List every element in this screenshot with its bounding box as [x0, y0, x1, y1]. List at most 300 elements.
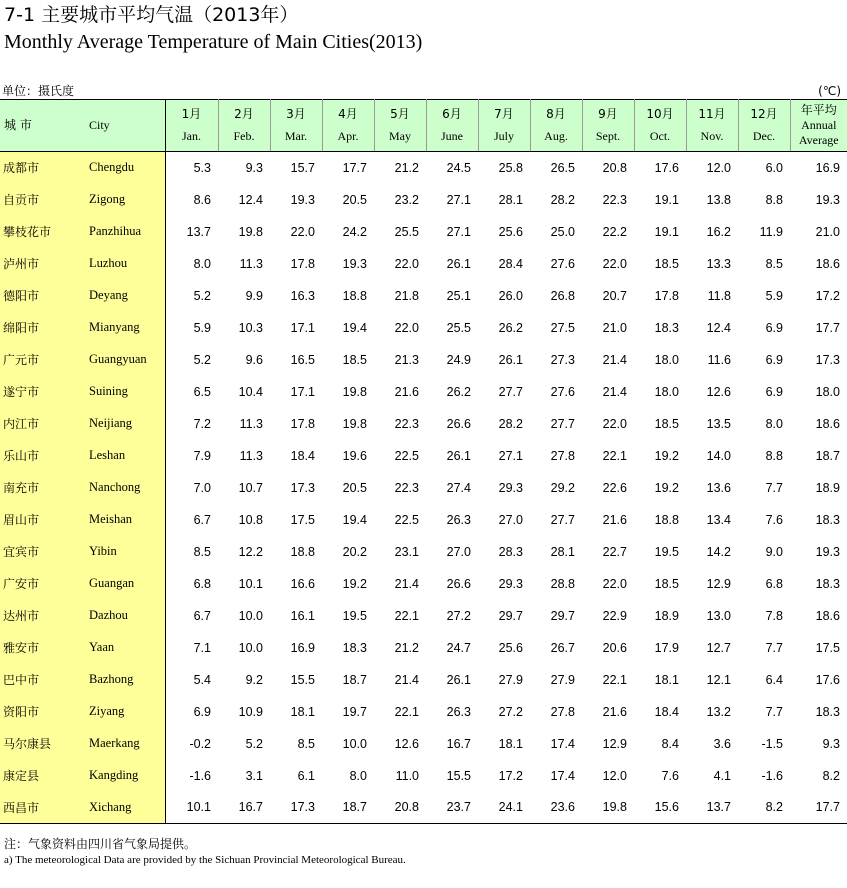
city-name-en: Leshan: [89, 440, 165, 472]
temperature-cell: 22.1: [602, 672, 627, 687]
column-header-month: [374, 100, 426, 152]
unit-symbol: (℃): [818, 84, 841, 98]
city-name-en: Zigong: [89, 184, 165, 216]
temperature-cell: 6.9: [193, 704, 211, 719]
temperature-cell: 17.3: [290, 480, 315, 495]
temperature-cell: 21.4: [602, 384, 627, 399]
month-label-cn: 年平均: [800, 103, 837, 117]
city-name-cn: 宜宾市: [0, 536, 89, 568]
month-label-en: Feb.: [233, 129, 255, 143]
annual-average-cell: 18.3: [815, 704, 840, 719]
city-name-cn: 攀枝花市: [0, 216, 89, 248]
temperature-cell: 17.3: [270, 792, 322, 824]
temperature-cell: 16.7: [218, 792, 270, 824]
city-name-cn: 绵阳市: [0, 312, 89, 344]
temperature-cell: 20.8: [602, 160, 627, 175]
table-row: [0, 376, 847, 408]
month-label-cn: 8月: [546, 107, 566, 121]
temperature-cell: 19.4: [342, 320, 367, 335]
temperature-cell: 21.6: [602, 704, 627, 719]
temperature-cell: 9.0: [765, 544, 783, 559]
temperature-cell: 22.6: [602, 480, 627, 495]
month-label-en: June: [441, 129, 463, 143]
annual-average-cell: 18.6: [815, 608, 840, 623]
temperature-cell: 9.6: [245, 352, 263, 367]
temperature-cell: 19.1: [654, 224, 679, 239]
temperature-cell: 9.3: [245, 160, 263, 175]
temperature-cell: 22.0: [290, 224, 315, 239]
month-label-cn: 6月: [442, 107, 462, 121]
table-row: [0, 536, 847, 568]
temperature-cell: 12.1: [706, 672, 731, 687]
temperature-cell: 15.6: [634, 792, 686, 824]
temperature-cell: 13.8: [706, 192, 731, 207]
temperature-cell: 23.6: [530, 792, 582, 824]
temperature-cell: 6.5: [193, 384, 211, 399]
temperature-cell: 10.3: [238, 320, 263, 335]
city-name-en: Yaan: [89, 632, 165, 664]
temperature-cell: 5.9: [765, 288, 783, 303]
temperature-cell: 5.2: [193, 288, 211, 303]
temperature-cell: 25.6: [498, 224, 523, 239]
temperature-cell: 10.4: [238, 384, 263, 399]
city-name-cn: 西昌市: [0, 792, 89, 824]
temperature-cell: 7.0: [193, 480, 211, 495]
temperature-cell: 16.1: [290, 608, 315, 623]
table-row: [0, 504, 847, 536]
temperature-cell: 17.4: [550, 736, 575, 751]
city-name-en: Chengdu: [89, 152, 165, 184]
unit-label: 单位：摄氏度: [2, 84, 75, 98]
temperature-cell: 28.1: [550, 544, 575, 559]
table-row: [0, 664, 847, 696]
temperature-cell: 18.0: [654, 384, 679, 399]
annual-average-cell: 19.3: [815, 544, 840, 559]
temperature-cell: 12.9: [602, 736, 627, 751]
temperature-cell: 6.7: [193, 608, 211, 623]
city-name-en: Panzhihua: [89, 216, 165, 248]
temperature-cell: 26.0: [498, 288, 523, 303]
temperature-cell: 20.5: [342, 192, 367, 207]
temperature-cell: 6.1: [297, 768, 315, 783]
temperature-cell: 13.7: [186, 224, 211, 239]
column-header-month: [530, 100, 582, 152]
temperature-cell: 27.1: [498, 448, 523, 463]
temperature-cell: 12.9: [706, 576, 731, 591]
temperature-cell: 19.8: [238, 224, 263, 239]
table-row: [0, 792, 847, 824]
temperature-cell: 24.1: [478, 792, 530, 824]
temperature-cell: 5.4: [193, 672, 211, 687]
temperature-cell: 22.2: [602, 224, 627, 239]
temperature-cell: 25.0: [550, 224, 575, 239]
temperature-cell: 11.9: [759, 224, 783, 239]
temperature-cell: 24.2: [342, 224, 367, 239]
column-header-month: [478, 100, 530, 152]
temperature-cell: 28.2: [550, 192, 575, 207]
temperature-cell: 17.8: [290, 416, 315, 431]
temperature-cell: 18.1: [290, 704, 315, 719]
temperature-cell: 8.5: [193, 544, 211, 559]
temperature-cell: 10.7: [238, 480, 263, 495]
city-name-cn: 达州市: [0, 600, 89, 632]
column-header-month: [270, 100, 322, 152]
annual-average-cell: 17.7: [815, 320, 840, 335]
temperature-cell: 8.2: [738, 792, 790, 824]
temperature-cell: 20.5: [342, 480, 367, 495]
temperature-cell: 21.8: [394, 288, 419, 303]
temperature-cell: 8.6: [193, 192, 211, 207]
temperature-cell: 17.5: [290, 512, 315, 527]
annual-average-cell: 18.3: [815, 576, 840, 591]
temperature-cell: 6.9: [765, 352, 783, 367]
table-row: [0, 280, 847, 312]
temperature-cell: 8.5: [765, 256, 783, 271]
city-name-en: Maerkang: [89, 728, 165, 760]
temperature-cell: 26.1: [446, 256, 471, 271]
temperature-cell: 20.2: [342, 544, 367, 559]
temperature-cell: 13.7: [686, 792, 738, 824]
column-header-month: [582, 100, 634, 152]
temperature-cell: 8.8: [765, 192, 783, 207]
temperature-cell: 28.2: [498, 416, 523, 431]
month-label-cn: 11月: [698, 107, 726, 121]
temperature-cell: 17.8: [290, 256, 315, 271]
city-name-cn: 泸州市: [0, 248, 89, 280]
month-label-en: Annual: [801, 118, 837, 132]
month-label-en: Nov.: [700, 129, 724, 143]
temperature-cell: 27.9: [550, 672, 575, 687]
temperature-cell: 21.4: [602, 352, 627, 367]
temperature-cell: 28.3: [498, 544, 523, 559]
temperature-cell: 29.3: [498, 576, 523, 591]
temperature-cell: 13.3: [706, 256, 731, 271]
temperature-cell: 18.3: [654, 320, 679, 335]
temperature-cell: 8.0: [765, 416, 783, 431]
temperature-cell: 13.0: [706, 608, 731, 623]
temperature-cell: 7.9: [193, 448, 211, 463]
temperature-cell: 26.7: [550, 640, 575, 655]
temperature-cell: 11.0: [395, 768, 419, 783]
temperature-cell: 26.2: [498, 320, 523, 335]
temperature-cell: 10.0: [342, 736, 367, 751]
temperature-cell: 16.5: [290, 352, 315, 367]
column-header-city-en: City: [89, 100, 165, 152]
temperature-cell: 12.0: [602, 768, 627, 783]
column-header-month: [634, 100, 686, 152]
city-name-en: Nanchong: [89, 472, 165, 504]
temperature-cell: 13.4: [706, 512, 731, 527]
temperature-cell: 26.3: [446, 512, 471, 527]
table-row: [0, 216, 847, 248]
temperature-cell: 27.5: [550, 320, 575, 335]
month-label-en: Mar.: [284, 129, 308, 143]
temperature-cell: 18.1: [654, 672, 679, 687]
temperature-cell: 28.1: [498, 192, 523, 207]
temperature-cell: 26.2: [446, 384, 471, 399]
temperature-cell: 24.5: [446, 160, 471, 175]
temperature-cell: 8.0: [349, 768, 367, 783]
table-row: [0, 312, 847, 344]
temperature-cell: 22.0: [602, 416, 627, 431]
temperature-cell: 27.1: [446, 192, 471, 207]
temperature-cell: 12.4: [706, 320, 731, 335]
temperature-cell: 17.2: [498, 768, 523, 783]
temperature-cell: 3.1: [245, 768, 263, 783]
temperature-cell: 6.4: [765, 672, 783, 687]
city-name-en: Meishan: [89, 504, 165, 536]
annual-average-cell: 9.3: [822, 736, 840, 751]
table-row: [0, 728, 847, 760]
city-name-en: Dazhou: [89, 600, 165, 632]
temperature-cell: 26.5: [550, 160, 575, 175]
temperature-cell: 26.3: [446, 704, 471, 719]
temperature-cell: 13.5: [706, 416, 731, 431]
temperature-cell: 8.0: [193, 256, 211, 271]
annual-average-cell: 18.6: [815, 256, 840, 271]
month-label-en: Sept.: [595, 129, 621, 143]
column-header-month: [426, 100, 478, 152]
temperature-cell: 22.1: [394, 704, 419, 719]
temperature-cell: 4.1: [713, 768, 731, 783]
temperature-cell: 7.6: [661, 768, 679, 783]
temperature-cell: 18.5: [342, 352, 367, 367]
annual-average-cell: 8.2: [822, 768, 840, 783]
temperature-cell: -1.6: [189, 768, 211, 783]
temperature-cell: 27.7: [550, 512, 575, 527]
temperature-cell: 6.8: [193, 576, 211, 591]
temperature-cell: 10.1: [238, 576, 263, 591]
table-row: [0, 600, 847, 632]
temperature-cell: 17.9: [654, 640, 679, 655]
temperature-cell: 24.9: [446, 352, 471, 367]
annual-average-cell: 17.7: [790, 792, 847, 824]
temperature-cell: 11.3: [239, 448, 263, 463]
table-row: [0, 152, 847, 184]
city-name-en: Yibin: [89, 536, 165, 568]
temperature-cell: 18.5: [654, 256, 679, 271]
city-name-cn: 马尔康县: [0, 728, 89, 760]
temperature-cell: 25.5: [394, 224, 419, 239]
temperature-cell: 27.0: [498, 512, 523, 527]
temperature-cell: 29.7: [550, 608, 575, 623]
temperature-cell: 22.9: [602, 608, 627, 623]
temperature-cell: 17.1: [290, 384, 315, 399]
temperature-cell: 8.4: [661, 736, 679, 751]
temperature-cell: 8.8: [765, 448, 783, 463]
temperature-cell: 6.9: [765, 384, 783, 399]
temperature-cell: 27.9: [498, 672, 523, 687]
temperature-cell: 11.6: [707, 352, 731, 367]
table-row: [0, 344, 847, 376]
temperature-cell: 8.5: [297, 736, 315, 751]
month-label-cn: 10月: [646, 107, 674, 121]
temperature-cell: 19.3: [342, 256, 367, 271]
city-name-cn: 内江市: [0, 408, 89, 440]
temperature-cell: 7.8: [765, 608, 783, 623]
temperature-cell: 27.8: [550, 448, 575, 463]
city-name-en: Kangding: [89, 760, 165, 792]
temperature-cell: 18.0: [654, 352, 679, 367]
temperature-cell: 7.7: [765, 704, 783, 719]
temperature-cell: 18.7: [322, 792, 374, 824]
annual-average-cell: 18.0: [815, 384, 840, 399]
column-header-city-cn: 城 市: [0, 100, 89, 152]
temperature-cell: 22.0: [394, 320, 419, 335]
temperature-cell: 12.7: [706, 640, 731, 655]
temperature-cell: 9.9: [245, 288, 263, 303]
temperature-cell: 18.5: [654, 576, 679, 591]
annual-average-cell: 21.0: [815, 224, 840, 239]
temperature-cell: 18.5: [654, 416, 679, 431]
temperature-cell: 7.2: [193, 416, 211, 431]
column-header-month: [322, 100, 374, 152]
month-label-en: Jan.: [182, 129, 201, 143]
temperature-cell: -1.6: [761, 768, 783, 783]
city-name-en: Guangan: [89, 568, 165, 600]
city-name-cn: 乐山市: [0, 440, 89, 472]
temperature-cell: 20.8: [374, 792, 426, 824]
temperature-cell: 18.9: [654, 608, 679, 623]
temperature-cell: 27.6: [550, 256, 575, 271]
temperature-cell: 23.7: [426, 792, 478, 824]
city-name-cn: 资阳市: [0, 696, 89, 728]
page-title-cn: 7-1 主要城市平均气温（2013年）: [4, 4, 299, 26]
temperature-cell: 21.4: [394, 672, 419, 687]
temperature-cell: 22.0: [394, 256, 419, 271]
temperature-cell: 20.6: [602, 640, 627, 655]
column-header-month: [790, 100, 847, 152]
temperature-cell: 17.6: [654, 160, 679, 175]
temperature-cell: 18.4: [290, 448, 315, 463]
temperature-cell: 26.6: [446, 576, 471, 591]
temperature-cell: 6.7: [193, 512, 211, 527]
temperature-cell: 18.7: [342, 672, 367, 687]
temperature-cell: 9.2: [245, 672, 263, 687]
month-label-cn: 9月: [598, 107, 618, 121]
month-label-cn: 12月: [750, 107, 778, 121]
temperature-cell: 27.6: [550, 384, 575, 399]
city-name-en: Luzhou: [89, 248, 165, 280]
temperature-cell: 12.4: [238, 192, 263, 207]
temperature-cell: 23.2: [394, 192, 419, 207]
temperature-cell: 11.3: [239, 416, 263, 431]
temperature-cell: 10.0: [238, 608, 263, 623]
temperature-cell: -1.5: [761, 736, 783, 751]
header-row: [0, 100, 847, 152]
city-name-cn: 巴中市: [0, 664, 89, 696]
temperature-cell: 5.2: [245, 736, 263, 751]
temperature-cell: 27.0: [446, 544, 471, 559]
temperature-cell: 19.2: [654, 480, 679, 495]
annual-average-cell: 18.3: [815, 512, 840, 527]
annual-average-cell: 19.3: [815, 192, 840, 207]
temperature-table: [0, 99, 847, 824]
temperature-cell: 19.8: [342, 384, 367, 399]
temperature-cell: 18.4: [654, 704, 679, 719]
temperature-cell: 27.1: [446, 224, 471, 239]
month-label-cn: 2月: [234, 107, 254, 121]
annual-average-cell: 17.5: [815, 640, 840, 655]
temperature-cell: 18.8: [290, 544, 315, 559]
temperature-cell: 14.0: [706, 448, 731, 463]
temperature-cell: 7.7: [765, 480, 783, 495]
table-row: [0, 440, 847, 472]
annual-average-cell: 18.6: [815, 416, 840, 431]
month-label-en: Apr.: [337, 129, 359, 143]
temperature-cell: 19.4: [342, 512, 367, 527]
temperature-cell: 16.7: [446, 736, 471, 751]
temperature-cell: 29.3: [498, 480, 523, 495]
temperature-cell: 27.2: [498, 704, 523, 719]
temperature-cell: 12.6: [706, 384, 731, 399]
temperature-cell: 22.5: [394, 512, 419, 527]
temperature-cell: 17.1: [290, 320, 315, 335]
table-row: [0, 632, 847, 664]
table-row: [0, 408, 847, 440]
temperature-cell: 22.1: [602, 448, 627, 463]
temperature-cell: 10.0: [238, 640, 263, 655]
city-name-en: Deyang: [89, 280, 165, 312]
column-header-month: [165, 100, 218, 152]
temperature-cell: 25.8: [498, 160, 523, 175]
table-row: [0, 472, 847, 504]
temperature-cell: 28.4: [498, 256, 523, 271]
temperature-cell: 10.9: [238, 704, 263, 719]
annual-average-cell: 17.3: [815, 352, 840, 367]
temperature-cell: 6.0: [765, 160, 783, 175]
table-row: [0, 184, 847, 216]
temperature-cell: 11.8: [707, 288, 731, 303]
month-label-en: Oct.: [649, 129, 671, 143]
temperature-cell: 19.2: [654, 448, 679, 463]
temperature-cell: 26.1: [446, 672, 471, 687]
temperature-cell: 19.2: [342, 576, 367, 591]
temperature-cell: 11.3: [239, 256, 263, 271]
city-name-en: Bazhong: [89, 664, 165, 696]
month-label-cn: 1月: [181, 107, 202, 121]
temperature-cell: 5.2: [193, 352, 211, 367]
temperature-cell: 29.2: [550, 480, 575, 495]
temperature-cell: 19.8: [582, 792, 634, 824]
temperature-cell: 21.4: [394, 576, 419, 591]
temperature-cell: 19.3: [290, 192, 315, 207]
city-name-cn: 广安市: [0, 568, 89, 600]
temperature-cell: 5.9: [193, 320, 211, 335]
city-name-en: Ziyang: [89, 696, 165, 728]
temperature-cell: 28.8: [550, 576, 575, 591]
footnote-cn: 注：气象资料由四川省气象局提供。: [4, 837, 197, 851]
temperature-cell: 7.6: [765, 512, 783, 527]
temperature-cell: 10.8: [238, 512, 263, 527]
temperature-cell: 22.0: [602, 256, 627, 271]
temperature-cell: 13.6: [706, 480, 731, 495]
temperature-cell: 22.5: [394, 448, 419, 463]
temperature-cell: 22.3: [394, 416, 419, 431]
table-row: [0, 568, 847, 600]
temperature-cell: 23.1: [394, 544, 419, 559]
temperature-cell: 27.2: [446, 608, 471, 623]
temperature-cell: 27.3: [550, 352, 575, 367]
city-name-cn: 成都市: [0, 152, 89, 184]
table-row: [0, 696, 847, 728]
temperature-cell: 15.5: [446, 768, 471, 783]
temperature-cell: 22.3: [602, 192, 627, 207]
month-label-en: Aug.: [544, 129, 568, 143]
temperature-cell: 14.2: [706, 544, 731, 559]
city-name-cn: 雅安市: [0, 632, 89, 664]
month-label-en-line2: Average: [798, 133, 839, 147]
